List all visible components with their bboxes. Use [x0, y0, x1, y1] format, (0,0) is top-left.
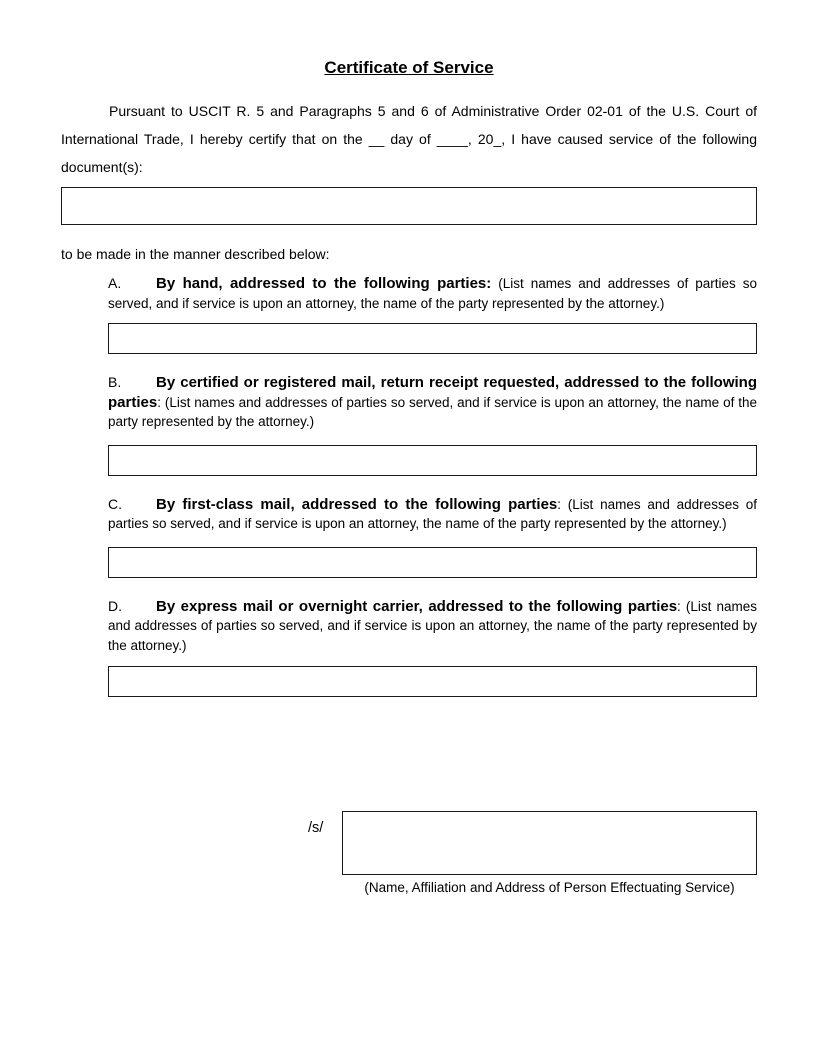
section-b-title: By certified or registered mail, return receipt requested, addressed to the following parties [108, 374, 757, 411]
certified-mail-parties-field[interactable] [108, 445, 757, 476]
section-a-heading [108, 274, 757, 313]
signature-slash-label: /s/ [308, 820, 324, 836]
section-d-note: : (List names and addresses of parties so served, and if service is upon an attorney, the name of the party represented by the attorney.) [108, 598, 757, 653]
section-a-title: By hand, addressed to the following parties: [156, 275, 492, 292]
documents-field[interactable] [61, 187, 757, 225]
section-c-title: By first-class mail, addressed to the following parties [156, 495, 558, 513]
express-mail-parties-field[interactable] [108, 666, 757, 697]
section-d-heading [108, 597, 757, 656]
first-class-mail-parties-field[interactable] [108, 547, 757, 578]
section-a-note: (List names and addresses of parties so served, and if service is upon an attorney, the name of the party represented by the attorney.) [108, 276, 757, 311]
section-b-note: : (List names and addresses of parties so served, and if service is upon an attorney, the name of the party represented by the attorney.) [108, 394, 757, 429]
section-d-letter: D. [108, 597, 122, 614]
manner-line: to be made in the manner described below: [61, 246, 330, 262]
section-b-letter: B. [108, 374, 122, 390]
section-c-letter: C. [108, 495, 122, 512]
page-title: Certificate of Service [324, 58, 494, 77]
section-b-heading [108, 373, 757, 432]
intro-paragraph: Pursuant to USCIT R. 5 and Paragraphs 5 and 6 of Administrative Order 02-01 of the U.S. Court of International Trade, I hereby certify that on the __ day of ____, 20_, I have caused service of the following document(s): [61, 103, 757, 175]
section-a-letter: A. [108, 275, 122, 291]
section-c-note: : (List names and addresses of parties so served, and if service is upon an attorney, the name of the party represented by the attorney.) [108, 496, 757, 531]
hand-parties-field[interactable] [108, 323, 757, 354]
section-d-title: By express mail or overnight carrier, addressed to the following parties [156, 597, 678, 615]
signature-caption: (Name, Affiliation and Address of Person Effectuating Service) [364, 880, 735, 895]
section-c-heading [108, 495, 757, 534]
signer-info-field[interactable] [342, 811, 757, 875]
signature-row [61, 811, 757, 875]
